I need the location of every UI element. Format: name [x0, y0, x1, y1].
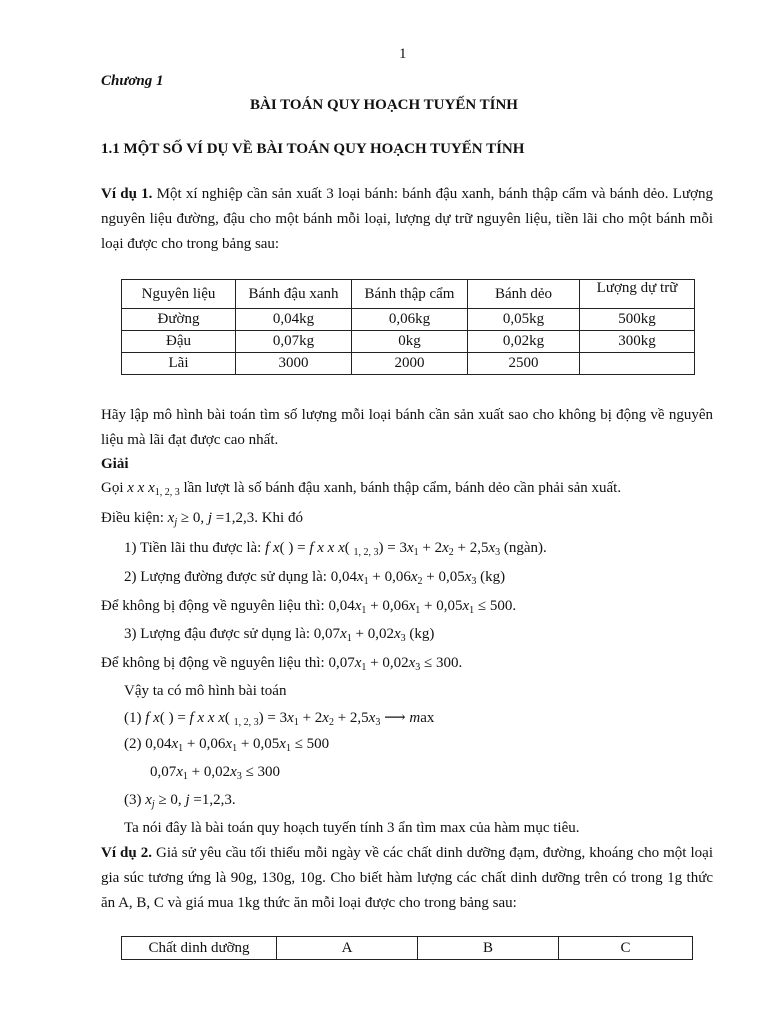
text-run: (1) [124, 710, 146, 726]
subscript: 3 [495, 547, 501, 558]
subscript: 1, 2, 3 [233, 717, 259, 728]
text-run: ≤ 500 [290, 736, 330, 752]
example-2-paragraph [101, 841, 713, 916]
table-cell: 0kg [352, 331, 468, 353]
math-run: x [230, 764, 237, 780]
table-header-cell: Chất dinh dưỡng [122, 937, 277, 960]
math-run: x [322, 710, 329, 726]
table-cell: 2000 [352, 353, 468, 375]
subscript: 3 [415, 662, 421, 673]
subscript: 1 [346, 633, 352, 644]
math-run: x x x [127, 480, 155, 496]
subscript: 1, 2, 3 [353, 547, 379, 558]
solution-label: Giải [101, 456, 129, 472]
math-run: x [225, 736, 233, 752]
text-run: + 2,5 [453, 540, 489, 556]
table-header-cell: B [418, 937, 559, 960]
text-run: ax [420, 710, 435, 726]
text-run: (kg) [405, 626, 435, 642]
page-number: 1 [399, 46, 407, 62]
text-run: Để không bị động về nguyên liệu thì: 0,07 [101, 655, 355, 671]
math-run: j [185, 792, 190, 808]
math-run: x [406, 540, 414, 556]
model-constraint-1 [124, 736, 329, 754]
table-header-cell: Lượng dự trữ [580, 280, 695, 309]
section-heading: 1.1 MỘT SỐ VÍ DỤ VỀ BÀI TOÁN QUY HOẠCH TUYẾN TÍNH [101, 141, 525, 157]
subscript: 1 [363, 576, 369, 587]
text-run: (kg) [476, 569, 506, 585]
subscript: 1 [413, 547, 419, 558]
math-run: x [368, 710, 376, 726]
math-run: x [176, 764, 183, 780]
model-constraint-2 [150, 764, 280, 782]
arrow-run: ⟶ [380, 710, 410, 726]
table-cell: 0,02kg [468, 331, 580, 353]
text-run: ≤ 500. [474, 598, 517, 614]
text-run: + 2 [298, 710, 323, 726]
math-run: x [464, 569, 472, 585]
table-cell: Lãi [122, 353, 236, 375]
math-run: x [410, 569, 418, 585]
table-header-cell: Bánh đậu xanh [236, 280, 352, 309]
math-run: j [207, 510, 213, 526]
math-run: x [287, 710, 294, 726]
math-run: m [409, 710, 421, 726]
text-run: ≥ 0, [154, 792, 186, 808]
math-run: x [488, 540, 496, 556]
table-header-cell: Bánh dẻo [468, 280, 580, 309]
table-header-row [122, 280, 695, 309]
subscript: 1 [232, 743, 238, 754]
subscript: 3 [236, 771, 242, 782]
math-run: x [171, 736, 179, 752]
subscript: 1 [361, 662, 367, 673]
subscript: 2 [417, 576, 423, 587]
math-run: x [356, 569, 364, 585]
text-run: =1,2,3. [189, 792, 236, 808]
text-run: 2) Lượng đường được sử dụng là: 0,04 [124, 569, 357, 585]
text-run: + 2 [418, 540, 443, 556]
subscript: 1 [285, 743, 291, 754]
subscript: 1 [415, 605, 421, 616]
math-run: f x [145, 710, 160, 726]
text-run: + 0,02 [187, 764, 231, 780]
text-run: 1) Tiền lãi thu được là: [124, 540, 266, 556]
subscript: 1 [293, 717, 299, 728]
model-intro: Vậy ta có mô hình bài toán [124, 683, 287, 699]
table-header-cell: C [559, 937, 693, 960]
table-header-row [122, 937, 693, 960]
text-run: + 0,02 [366, 655, 409, 671]
math-run: x [462, 598, 470, 614]
text-run: ( [224, 710, 234, 726]
table-row [122, 309, 695, 331]
table-cell: 0,05kg [468, 309, 580, 331]
math-run: x [408, 655, 416, 671]
text-run: + 0,05 [420, 598, 463, 614]
math-run: x [279, 736, 286, 752]
table-cell: 0,06kg [352, 309, 468, 331]
table-header-cell: Nguyên liệu [122, 280, 236, 309]
subscript: 3 [375, 717, 381, 728]
subscript: 2 [328, 717, 334, 728]
table-cell: Đậu [122, 331, 236, 353]
subscript: 3 [471, 576, 477, 587]
text-run: ≥ 0, [177, 510, 208, 526]
text-run: lần lượt là số bánh đậu xanh, bánh thập cẩm, bánh dẻo cần phải sản xuất. [179, 480, 622, 496]
subscript: 1, 2, 3 [154, 487, 180, 498]
table-cell: 500kg [580, 309, 695, 331]
example-2-text: Giả sử yêu cầu tối thiểu mỗi ngày về các chất dinh dưỡng đạm, đường, khoáng cho một loại gia súc tương ứng là 90g, 130g, 10g. Cho biết hàm lượng các chất dinh dưỡng trên có trong 1g thức ăn A, B, C và giá mua 1kg thức ăn mỗi loại được cho trong bảng sau: [101, 845, 714, 911]
math-run: x [145, 792, 152, 808]
problem-1-paragraph: Hãy lập mô hình bài toán tìm số lượng mỗi loại bánh cần sản xuất sao cho không bị động về nguyên liệu mà lãi đạt được cao nhất. [101, 407, 713, 448]
table-cell: Đường [122, 309, 236, 331]
text-run: + 0,05 [422, 569, 465, 585]
subscript: 1 [178, 743, 184, 754]
table-row [122, 353, 695, 375]
step-2-sugar [124, 569, 505, 587]
text-run: (ngàn). [500, 540, 547, 556]
table-row [122, 331, 695, 353]
table-cell: 0,07kg [236, 331, 352, 353]
table-cell: 0,04kg [236, 309, 352, 331]
text-run: Điều kiện: [101, 510, 168, 526]
text-run: ≤ 300 [241, 764, 281, 780]
text-run: 3) Lượng đậu được sử dụng là: 0,07 [124, 626, 341, 642]
text-run: + 0,02 [351, 626, 394, 642]
text-run: + 0,06 [183, 736, 226, 752]
model-objective [124, 708, 434, 728]
math-run: x [354, 655, 362, 671]
step-3-beans [124, 626, 434, 644]
text-run: + 0,05 [237, 736, 280, 752]
text-run: Để không bị động về nguyên liệu thì: 0,04 [101, 598, 355, 614]
text-run: ) = 3 [258, 710, 288, 726]
text-run: + 0,06 [368, 569, 411, 585]
text-run: (2) 0,04 [124, 736, 172, 752]
math-run: x [167, 510, 175, 526]
table-header-cell: A [277, 937, 418, 960]
sugar-constraint [101, 598, 516, 616]
chapter-heading: Chương 1 [101, 73, 164, 89]
math-run: x [442, 540, 449, 556]
text-run: ( [344, 540, 354, 556]
text-run: Gọi [101, 480, 128, 496]
nutrients-table [121, 936, 693, 960]
text-run: ) = 3 [378, 540, 407, 556]
table-cell [580, 353, 695, 375]
example-1-text: Một xí nghiệp cần sản xuất 3 loại bánh: bánh đậu xanh, bánh thập cẩm và bánh dẻo. Lượng nguyên liệu đường, đậu cho một bánh mỗi loại, lượng dự trữ nguyên liệu, tiền lãi cho một bánh mỗi loại được cho trong bảng sau: [101, 186, 714, 252]
text-run: (3) [124, 792, 146, 808]
math-run: x [354, 598, 362, 614]
subscript: j [151, 799, 155, 810]
math-run: f x [265, 540, 280, 556]
example-2-label: Ví dụ 2. [101, 845, 153, 861]
subscript: j [174, 517, 178, 528]
text-run: ( ) = [279, 540, 310, 556]
math-run: x [393, 626, 401, 642]
text-run: ≤ 300. [420, 655, 463, 671]
condition-line [101, 510, 303, 528]
text-run: =1,2,3. Khi đó [212, 510, 303, 526]
example-1-paragraph [101, 182, 713, 257]
text-run: ( ) = [159, 710, 190, 726]
beans-constraint [101, 655, 462, 673]
ingredients-table [121, 279, 695, 375]
subscript: 1 [182, 771, 188, 782]
variables-definition [101, 480, 621, 498]
text-run: + 0,06 [366, 598, 409, 614]
subscript: 1 [469, 605, 475, 616]
math-run: f x x x [189, 710, 225, 726]
math-run: x [340, 626, 347, 642]
subscript: 3 [400, 633, 406, 644]
conclusion-line: Ta nói đây là bài toán quy hoạch tuyến tính 3 ẩn tìm max của hàm mục tiêu. [124, 820, 580, 836]
math-run: x [408, 598, 416, 614]
subscript: 1 [361, 605, 367, 616]
subscript: 2 [448, 547, 454, 558]
math-run: f x x x [309, 540, 345, 556]
text-run: 0,07 [150, 764, 177, 780]
step-1-profit [124, 540, 547, 558]
chapter-title: BÀI TOÁN QUY HOẠCH TUYẾN TÍNH [250, 97, 518, 113]
table-header-cell: Bánh thập cẩm [352, 280, 468, 309]
table-cell: 2500 [468, 353, 580, 375]
table-cell: 300kg [580, 331, 695, 353]
model-nonnegativity [124, 792, 236, 810]
table-cell: 3000 [236, 353, 352, 375]
example-1-label: Ví dụ 1. [101, 186, 153, 202]
text-run: + 2,5 [333, 710, 369, 726]
